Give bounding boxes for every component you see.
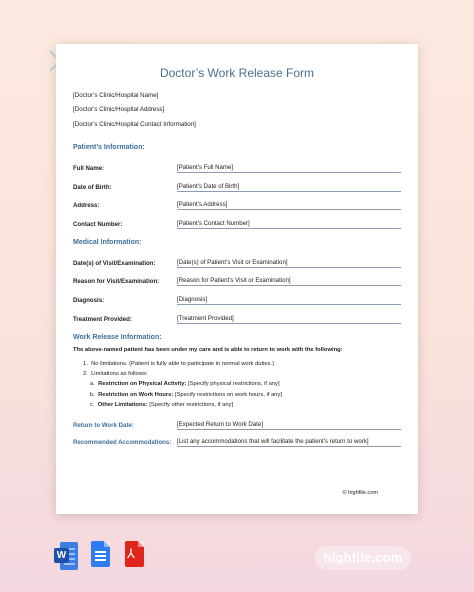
google-docs-icon[interactable] [88, 541, 112, 571]
clinic-address: [Doctor’s Clinic/Hospital Address] [73, 106, 165, 113]
address-label: Address: [73, 202, 100, 209]
word-letter: W [54, 548, 69, 563]
sub-text: [Specify other restrictions, if any] [147, 402, 234, 408]
treatment-field[interactable]: [Treatment Provided] [177, 315, 401, 324]
visit-reason-field[interactable]: [Reason for Patient’s Visit or Examination] [177, 277, 401, 286]
sub-letter: a. [90, 381, 95, 387]
list-item-2 [83, 371, 147, 377]
contact-number-field[interactable]: [Patient’s Contact Number] [177, 220, 401, 229]
full-name-label: Full Name: [73, 165, 105, 172]
patient-section-heading: Patient’s Information: [73, 144, 145, 151]
clinic-name: [Doctor’s Clinic/Hospital Name] [73, 92, 159, 99]
medical-section-heading: Medical Information: [73, 239, 142, 246]
sub-bold: Restriction on Physical Activity: [98, 381, 187, 387]
release-intro: The above-named patient has been under my care and is able to return to work with the following: [73, 347, 343, 353]
list-item-1 [83, 361, 274, 367]
sub-text: [Specify restrictions on work hours, if any] [173, 392, 282, 398]
form-page [56, 44, 418, 514]
dob-label: Date of Birth: [73, 184, 112, 191]
accommodations-field[interactable]: [List any accommodations that will facilitate the patient’s return to work] [177, 438, 401, 447]
sub-text: [Specify physical restrictions, if any] [186, 381, 280, 387]
pdf-symbol: ⅄ [127, 546, 135, 561]
form-title: Doctor’s Work Release Form [159, 66, 315, 80]
release-section-heading: Work Release Information: [73, 334, 162, 341]
sub-bold: Restriction on Work Hours: [98, 392, 174, 398]
diagnosis-field[interactable]: [Diagnosis] [177, 296, 401, 305]
list-text: No limitations. (Patient is fully able to participate in normal work duties.) [91, 361, 275, 367]
brand-label: highfile.com [315, 546, 411, 570]
clinic-contact: [Doctor’s Clinic/Hospital Contact Information] [73, 121, 196, 128]
word-icon[interactable] [54, 541, 78, 571]
return-date-field[interactable]: [Expected Return to Work Date] [177, 421, 401, 430]
list-number: 1. [83, 361, 88, 367]
visit-date-field[interactable]: [Date(s) of Patient’s Visit or Examination] [177, 259, 401, 268]
sub-letter: b. [90, 392, 95, 398]
copyright-text: © highfile.com [342, 490, 378, 496]
list-number: 2. [83, 371, 88, 377]
sub-item-c [90, 402, 233, 408]
visit-date-label: Date(s) of Visit/Examination: [73, 260, 156, 267]
sub-item-b [90, 392, 282, 398]
return-date-label: Return to Work Date: [73, 422, 134, 429]
contact-number-label: Contact Number: [73, 221, 123, 228]
sub-bold: Other Limitations: [97, 402, 148, 408]
accommodations-label: Recommended Accommodations: [73, 439, 172, 446]
visit-reason-label: Reason for Visit/Examination: [73, 278, 160, 285]
address-field[interactable]: [Patient’s Address] [177, 201, 401, 210]
treatment-label: Treatment Provided: [73, 316, 132, 323]
sub-letter: c. [90, 402, 95, 408]
format-icons [54, 541, 146, 571]
diagnosis-label: Diagnosis: [73, 297, 105, 304]
full-name-field[interactable]: [Patient’s Full Name] [177, 164, 401, 173]
list-text: Limitations as follows: [91, 371, 148, 377]
sub-item-a [90, 381, 280, 387]
pdf-icon[interactable] [122, 541, 146, 571]
dob-field[interactable]: [Patient’s Date of Birth] [177, 183, 401, 192]
